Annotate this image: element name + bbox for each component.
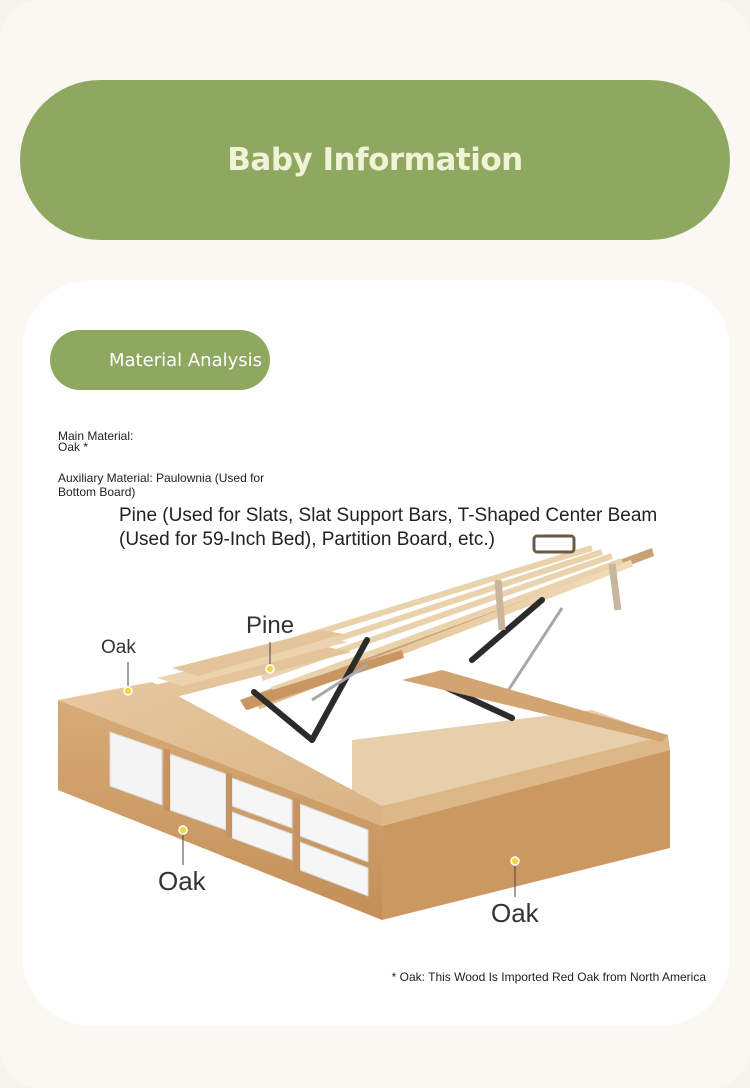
page-title: Baby Information <box>227 142 523 178</box>
pine-usage-note: Pine (Used for Slats, Slat Support Bars, T-Shaped Center Beam (Used for 59-Inch Bed), Partition Board, etc.) <box>119 505 658 550</box>
handle <box>534 536 574 552</box>
aux-material-line1: Auxiliary Material: Paulownia (Used for <box>58 471 265 485</box>
label-oak-bottom-right: Oak <box>491 898 539 928</box>
fixed-slats <box>142 630 352 698</box>
pull-strap-left <box>498 580 502 630</box>
material-card <box>22 280 730 1026</box>
aux-material-line2: Bottom Board) <box>58 485 136 499</box>
main-material-value: Oak * <box>58 440 89 454</box>
label-oak-bottom-left: Oak <box>158 866 206 896</box>
label-oak-top: Oak <box>101 637 136 658</box>
section-title: Material Analysis <box>109 349 263 371</box>
label-pine: Pine <box>246 612 295 639</box>
origin-footnote: * Oak: This Wood Is Imported Red Oak from North America <box>391 970 706 984</box>
header-banner <box>20 80 730 240</box>
main-material-label: Main Material: <box>58 429 134 443</box>
